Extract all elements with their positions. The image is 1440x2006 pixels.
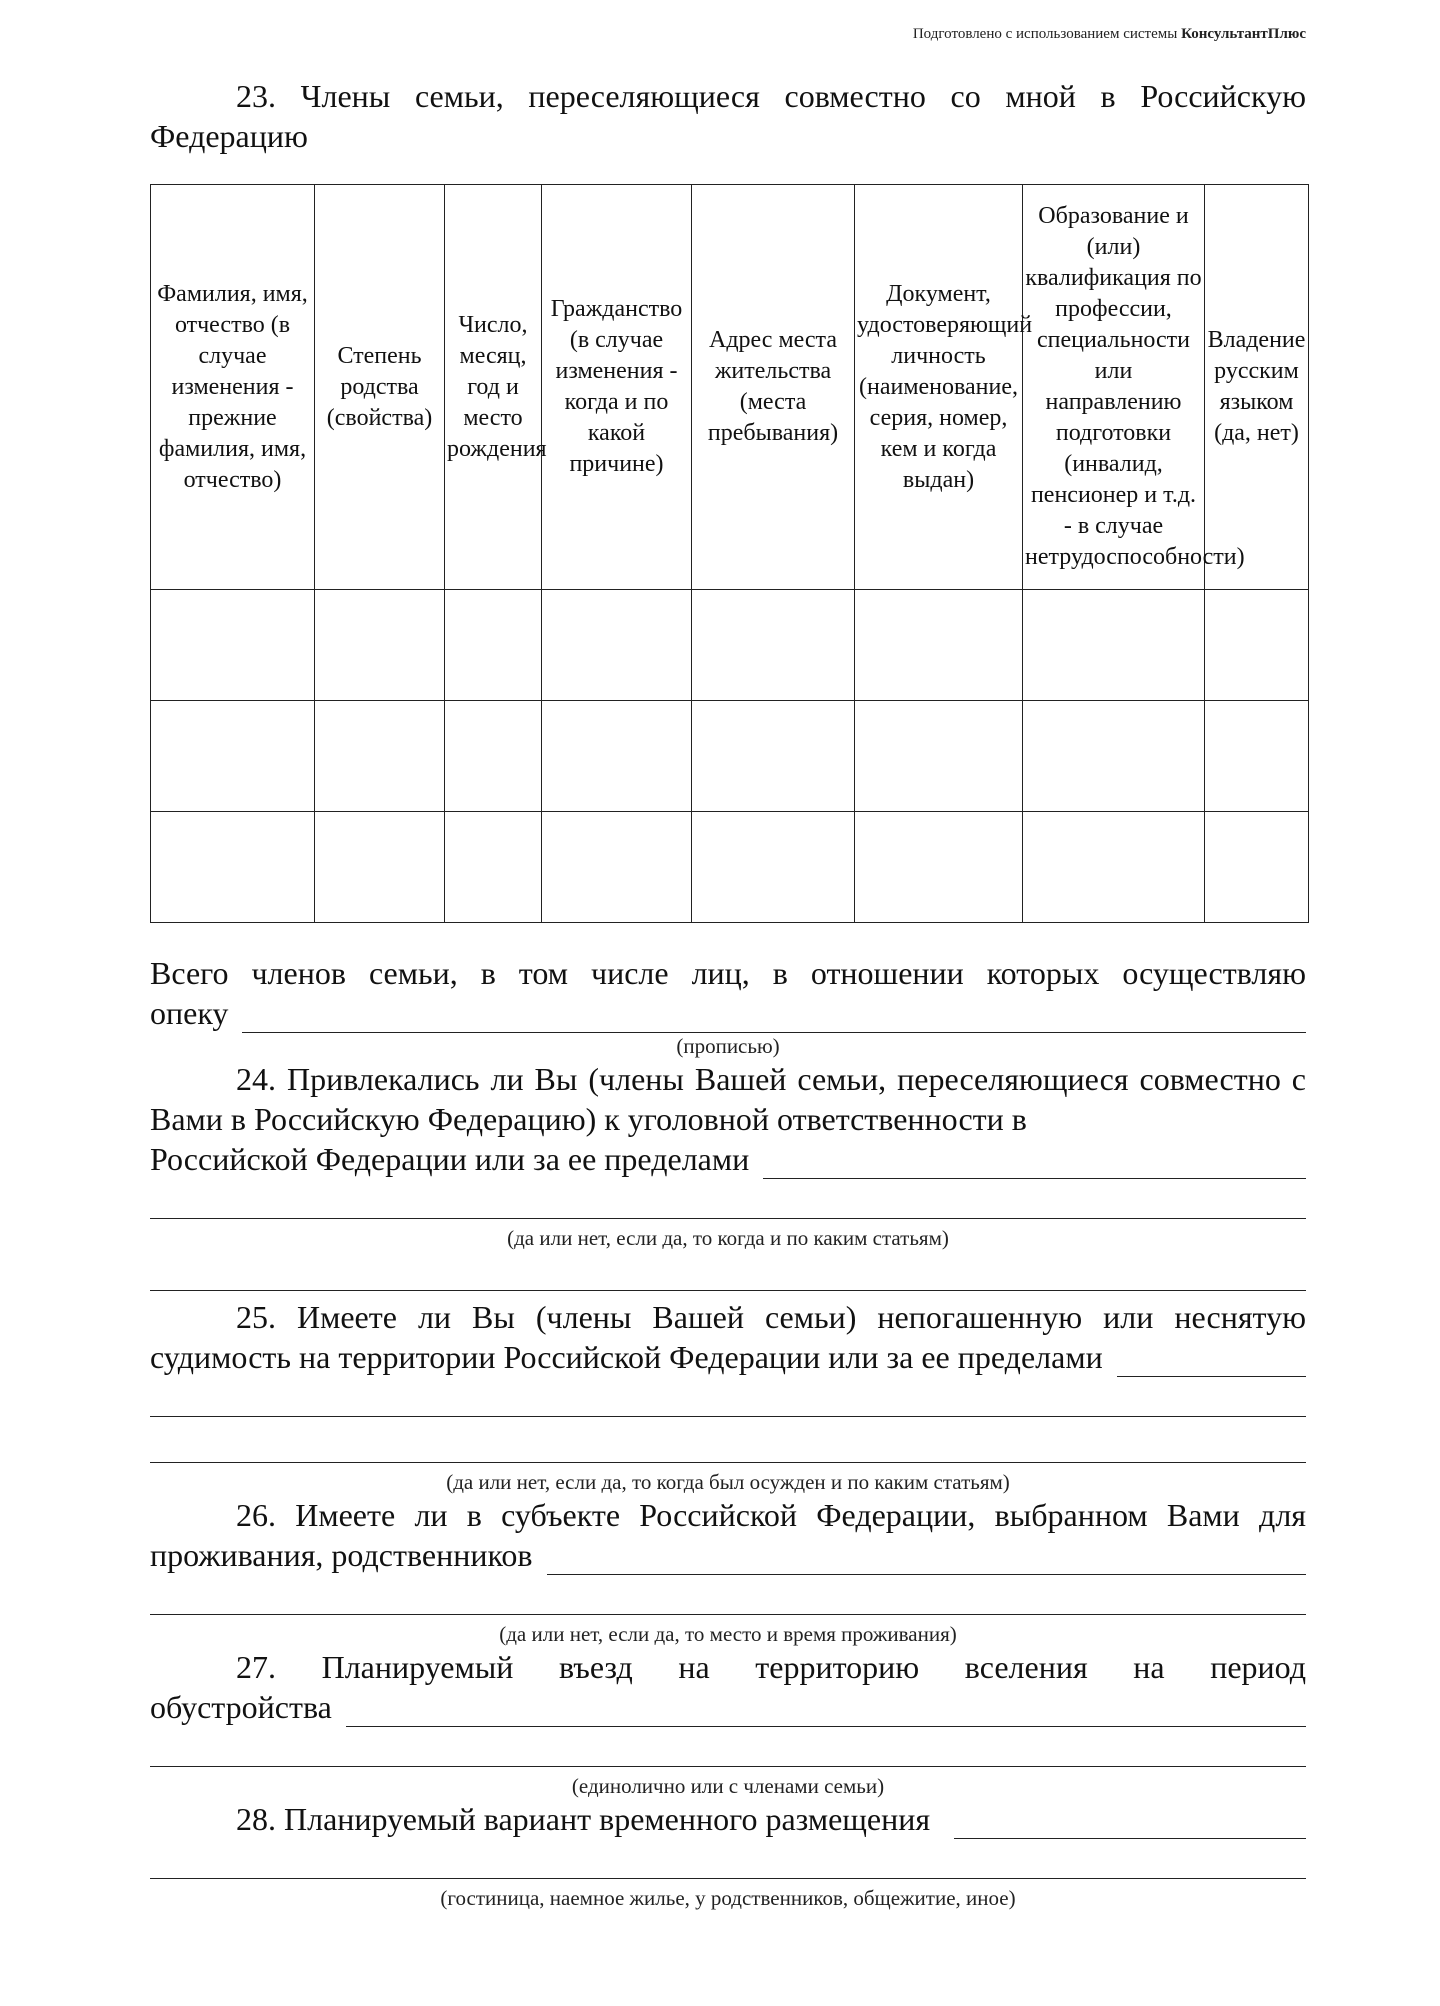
section-27-caption: (единолично или с членами семьи)	[571, 1774, 885, 1798]
section-24-caption: (да или нет, если да, то когда и по каким статьям)	[507, 1226, 949, 1250]
column-header-document: Документ, удостоверяющий личность (наименование, серия, номер, кем и когда выдан)	[855, 185, 1023, 590]
section-24-row	[150, 1139, 1306, 1179]
table-cell[interactable]	[542, 590, 692, 701]
column-header-russian: Владение русским языком (да, нет)	[1205, 185, 1309, 590]
table-cell[interactable]	[855, 590, 1023, 701]
section-24-text: 24. Привлекались ли Вы (члены Вашей семьи, переселяющиеся совместно с Вами в Российскую Федерацию) к уголовной ответственности в	[150, 1061, 1306, 1137]
table-row	[151, 812, 1309, 923]
section-27-row	[150, 1687, 1306, 1727]
section-26-field-line2[interactable]	[150, 1613, 1306, 1615]
column-header-citizenship: Гражданство (в случае изменения - когда и по какой причине)	[542, 185, 692, 590]
section-25-row	[150, 1337, 1306, 1377]
section-24-text-end: Российской Федерации или за ее пределами	[150, 1141, 750, 1177]
table-cell[interactable]	[855, 701, 1023, 812]
table-cell[interactable]	[692, 701, 855, 812]
table-cell[interactable]	[151, 812, 315, 923]
table-cell[interactable]	[1023, 701, 1205, 812]
table-cell[interactable]	[445, 812, 542, 923]
section-26-text-end: проживания, родственников	[150, 1537, 533, 1573]
table-cell[interactable]	[1205, 812, 1309, 923]
section-28-field-line2[interactable]	[150, 1877, 1306, 1879]
table-header-row	[151, 185, 1309, 590]
section-25-field-line3[interactable]	[150, 1461, 1306, 1463]
section-25-text-end: судимость на территории Российской Федерации или за ее пределами	[150, 1339, 1103, 1375]
family-total-label: Всего членов семьи, в том числе лиц, в отношении которых осуществляю	[150, 955, 1306, 991]
table-cell[interactable]	[315, 590, 445, 701]
table-cell[interactable]	[855, 812, 1023, 923]
table-row	[151, 590, 1309, 701]
section-26-caption: (да или нет, если да, то место и время проживания)	[499, 1622, 957, 1646]
table-row	[151, 701, 1309, 812]
table-cell[interactable]	[151, 701, 315, 812]
section-28-text: 28. Планируемый вариант временного размещения	[236, 1801, 931, 1837]
section-24-field[interactable]	[763, 1148, 1306, 1179]
section-25-field[interactable]	[1117, 1346, 1306, 1377]
form-content	[150, 76, 1306, 1911]
table-cell[interactable]	[542, 701, 692, 812]
section-27-field-line2[interactable]	[150, 1765, 1306, 1767]
table-cell[interactable]	[445, 701, 542, 812]
column-header-education: Образование и (или) квалификация по профессии, специальности или направлению подготовки (инвалид, пенсионер и т.д. - в случае нетрудоспособности)	[1023, 185, 1205, 590]
family-total-caption: (прописью)	[676, 1034, 780, 1058]
section-28-field[interactable]	[954, 1808, 1306, 1839]
column-header-relation: Степень родства (свойства)	[315, 185, 445, 590]
table-cell[interactable]	[1205, 701, 1309, 812]
table-cell[interactable]	[542, 812, 692, 923]
family-members-table	[150, 184, 1309, 923]
section-23-title: 23. Члены семьи, переселяющиеся совместно со мной в Российскую Федерацию	[150, 78, 1306, 154]
table-cell[interactable]	[315, 812, 445, 923]
section-28-caption: (гостиница, наемное жилье, у родственников, общежитие, иное)	[440, 1886, 1016, 1910]
page-header	[913, 26, 1306, 43]
section-25-text: 25. Имеете ли Вы (члены Вашей семьи) непогашенную или неснятую	[236, 1299, 1306, 1335]
table-cell[interactable]	[1023, 812, 1205, 923]
column-header-address: Адрес места жительства (места пребывания)	[692, 185, 855, 590]
header-prefix: Подготовлено с использованием системы	[912, 26, 1178, 42]
section-24-field-line2[interactable]	[150, 1217, 1306, 1219]
column-header-birth: Число, месяц, год и место рождения	[445, 185, 542, 590]
section-26-field[interactable]	[547, 1544, 1307, 1575]
header-brand: КонсультантПлюс	[1181, 26, 1306, 42]
table-cell[interactable]	[151, 590, 315, 701]
table-cell[interactable]	[445, 590, 542, 701]
table-cell[interactable]	[692, 590, 855, 701]
section-28-row	[150, 1799, 1306, 1839]
family-total-label-end: опеку	[150, 995, 229, 1031]
table-cell[interactable]	[692, 812, 855, 923]
family-total-field[interactable]	[242, 1002, 1306, 1033]
section-27-text: 27. Планируемый въезд на территорию вселения на период	[236, 1649, 1306, 1685]
section-26-text: 26. Имеете ли в субъекте Российской Федерации, выбранном Вами для	[236, 1497, 1306, 1533]
section-26-row	[150, 1535, 1306, 1575]
table-cell[interactable]	[315, 701, 445, 812]
section-27-field[interactable]	[346, 1696, 1306, 1727]
table-cell[interactable]	[1023, 590, 1205, 701]
family-total-row	[150, 993, 1306, 1033]
table-cell[interactable]	[1205, 590, 1309, 701]
section-27-text-end: обустройства	[150, 1689, 332, 1725]
section-25-caption: (да или нет, если да, то когда был осужден и по каким статьям)	[446, 1470, 1010, 1494]
column-header-name: Фамилия, имя, отчество (в случае изменения - прежние фамилия, имя, отчество)	[151, 185, 315, 590]
